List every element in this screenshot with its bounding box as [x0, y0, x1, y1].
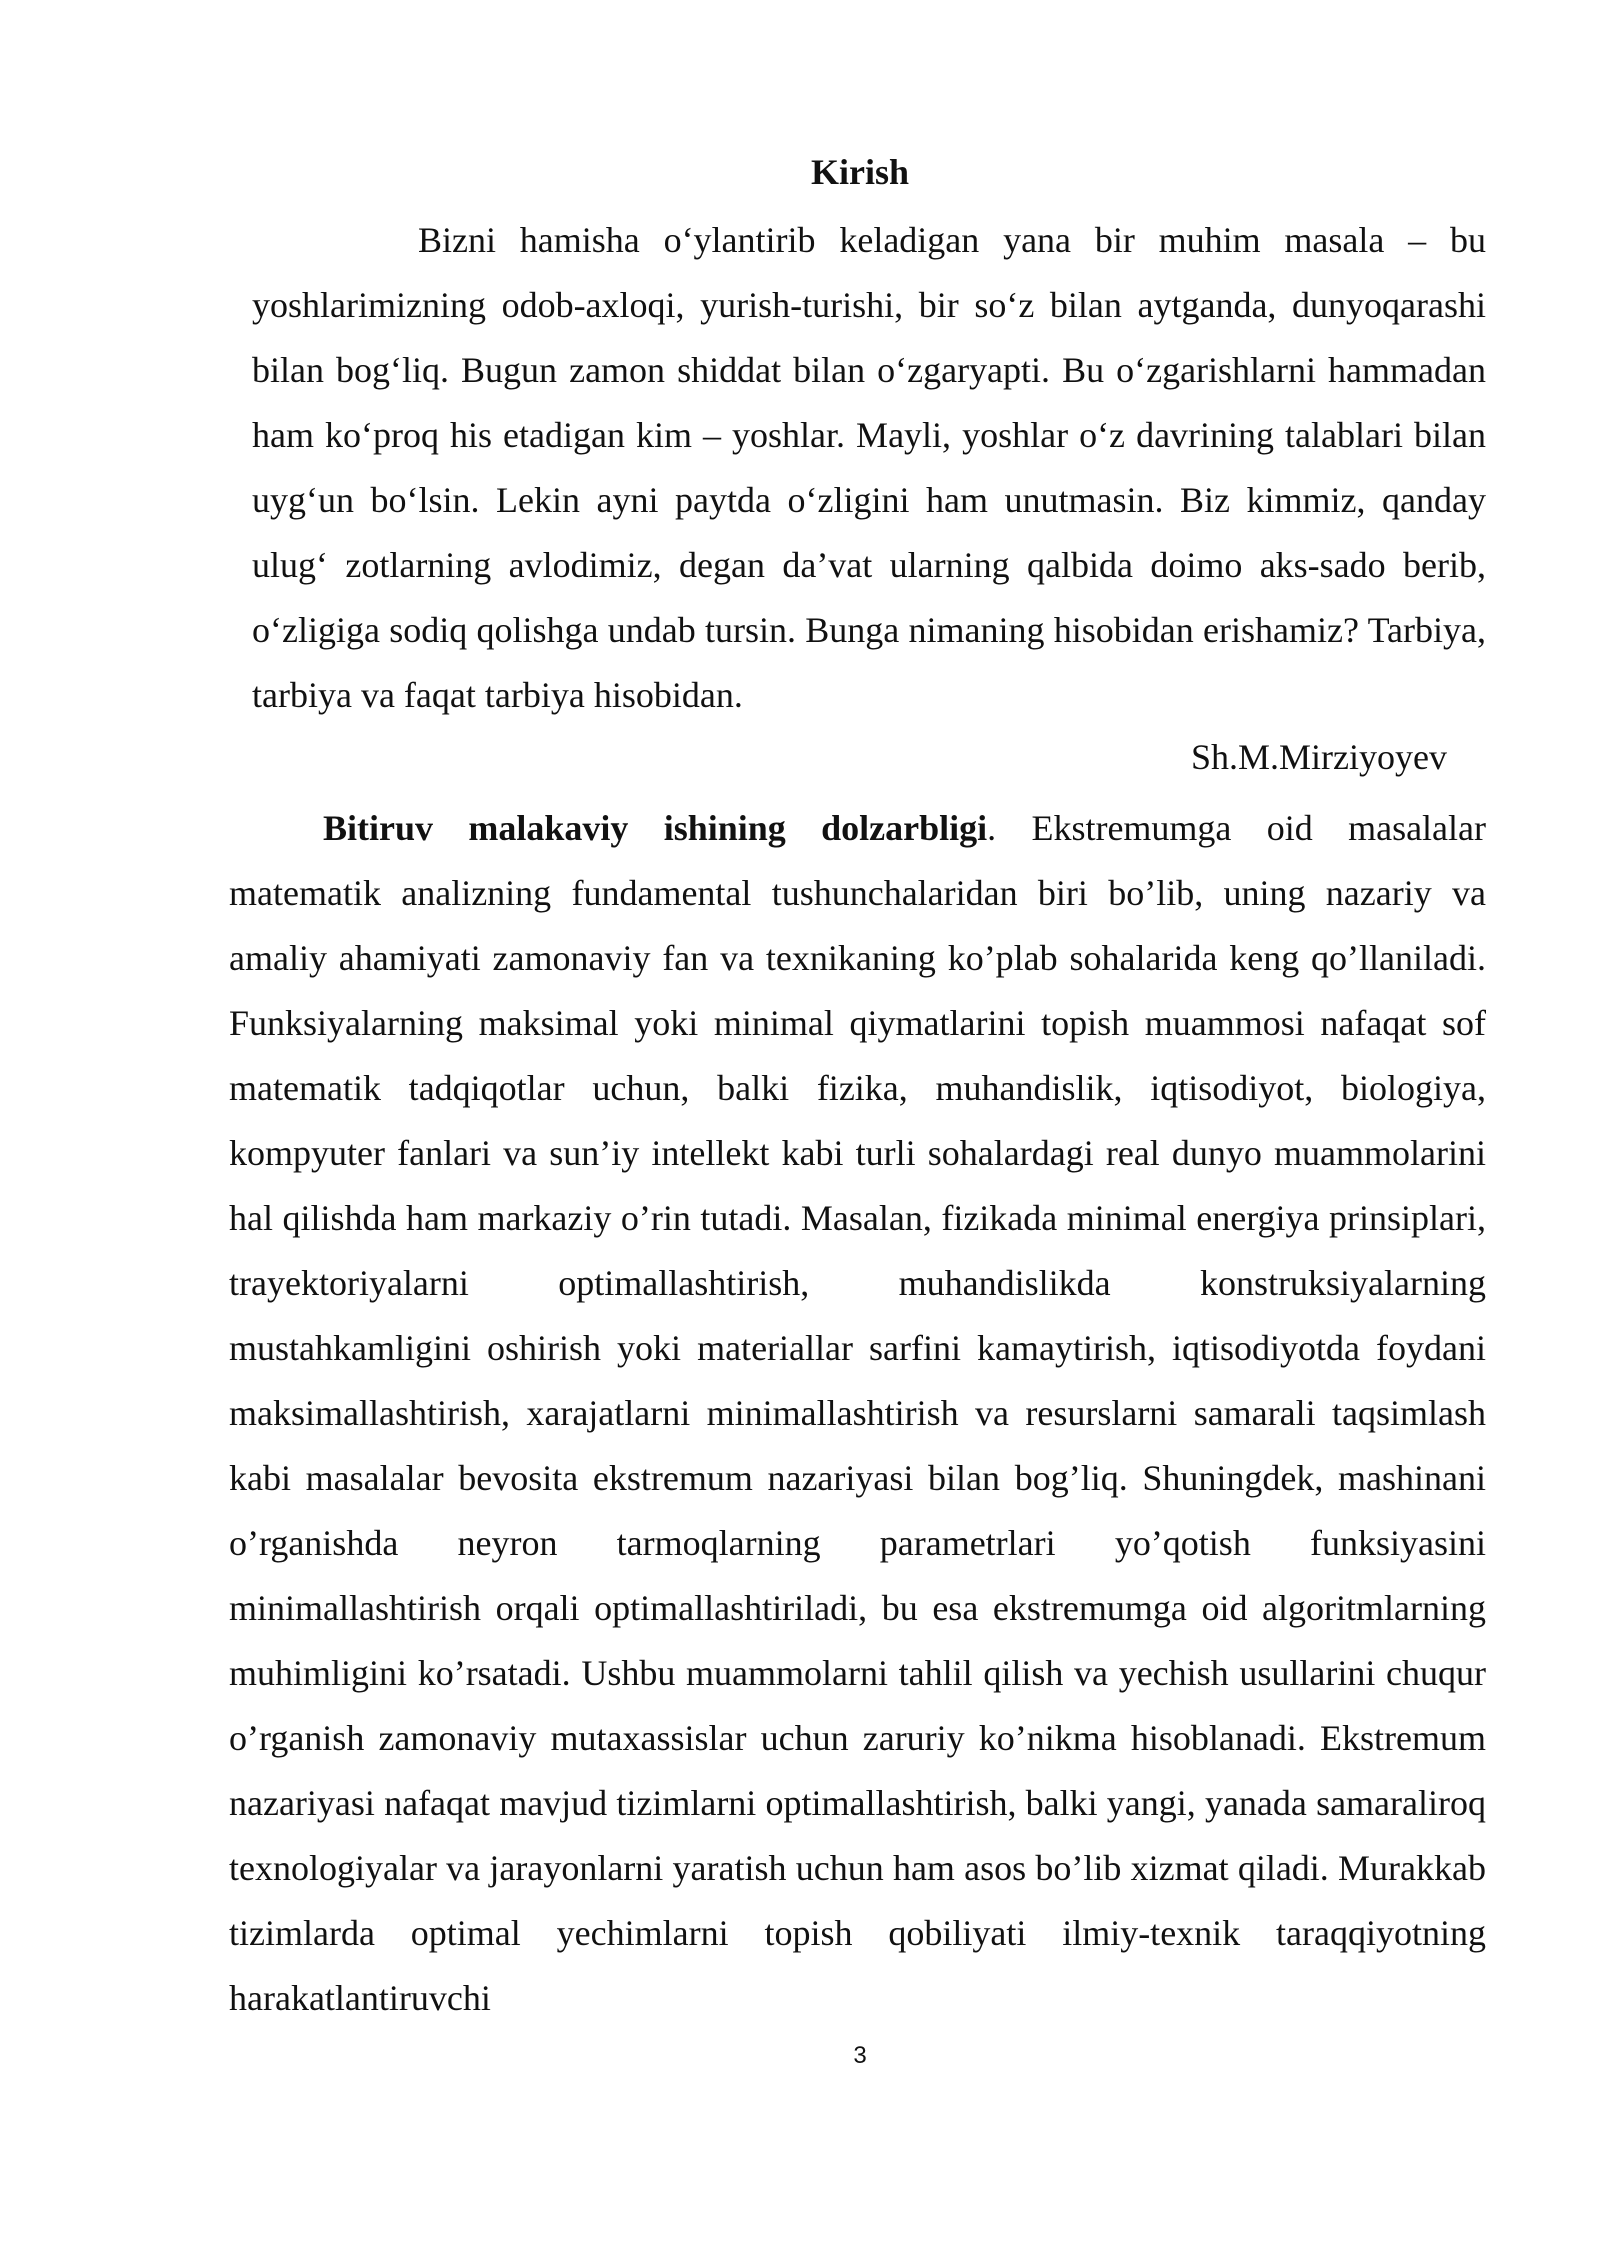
- epigraph-signature: Sh.M.Mirziyoyev: [1191, 737, 1447, 777]
- section-title: Bitiruv malakaviy ishining dolzarbligi: [323, 808, 988, 848]
- page-title: Kirish: [810, 152, 909, 192]
- page-number: 3: [853, 2042, 867, 2069]
- epigraph-quote: Bizni hamisha o‘ylantirib keladigan yana bir muhim masala – bu yoshlarimizning odob-axloqi, yurish-turishi, bir so‘z bilan aytganda, dunyoqarashi bilan bog‘liq. Bugun zamon shiddat bilan o‘zgaryapti. Bu o‘zgarishlarni hammadan ham ko‘proq his etadigan kim – yoshlar. Mayli, yoshlar o‘z davrining talablari bilan uyg‘un bo‘lsin. Lekin ayni paytda o‘zligini ham unutmasin. Biz kimmiz, qanday ulug‘ zotlarning avlodimiz, degan da’vat ularning qalbida doimo aks-sado berib, o‘zligiga sodiq qolishga undab tursin. Bunga nimaning hisobidan erishamiz? Tarbiya, tarbiya va faqat tarbiya hisobidan.: [252, 220, 1486, 715]
- section-paragraph: [229, 796, 1486, 2031]
- section-body: . Ekstremumga oid masalalar matematik analizning fundamental tushunchalaridan biri bo’lib, uning nazariy va amaliy ahamiyati zamonaviy fan va texnikaning ko’plab sohalarida keng qo’llaniladi. Funksiyalarning maksimal yoki minimal qiymatlarini topish muammosi nafaqat sof matematik tadqiqotlar uchun, balki fizika, muhandislik, iqtisodiyot, biologiya, kompyuter fanlari va sun’iy intellekt kabi turli sohalardagi real dunyo muammolarini hal qilishda ham markaziy o’rin tutadi. Masalan, fizikada minimal energiya prinsiplari, trayektoriyalarni optimallashtirish, muhandislikda konstruksiyalarning mustahkamligini oshirish yoki materiallar sarfini kamaytirish, iqtisodiyotda foydani maksimallashtirish, xarajatlarni minimallashtirish va resurslarni samarali taqsimlash kabi masalalar bevosita ekstremum nazariyasi bilan bog’liq. Shuningdek, mashinani o’rganishda neyron tarmoqlarning parametrlari yo’qotish funksiyasini minimallashtirish orqali optimallashtiriladi, bu esa ekstremumga oid algoritmlarning muhimligini ko’rsatadi. Ushbu muammolarni tahlil qilish va yechish usullarini chuqur o’rganish zamonaviy mutaxassislar uchun zaruriy ko’nikma hisoblanadi. Ekstremum nazariyasi nafaqat mavjud tizimlarni optimallashtirish, balki yangi, yanada samaraliroq texnologiyalar va jarayonlarni yaratish uchun ham asos bo’lib xizmat qiladi. Murakkab tizimlarda optimal yechimlarni topish qobiliyati ilmiy-texnik taraqqiyotning harakatlantiruvchi: [229, 808, 1487, 2018]
